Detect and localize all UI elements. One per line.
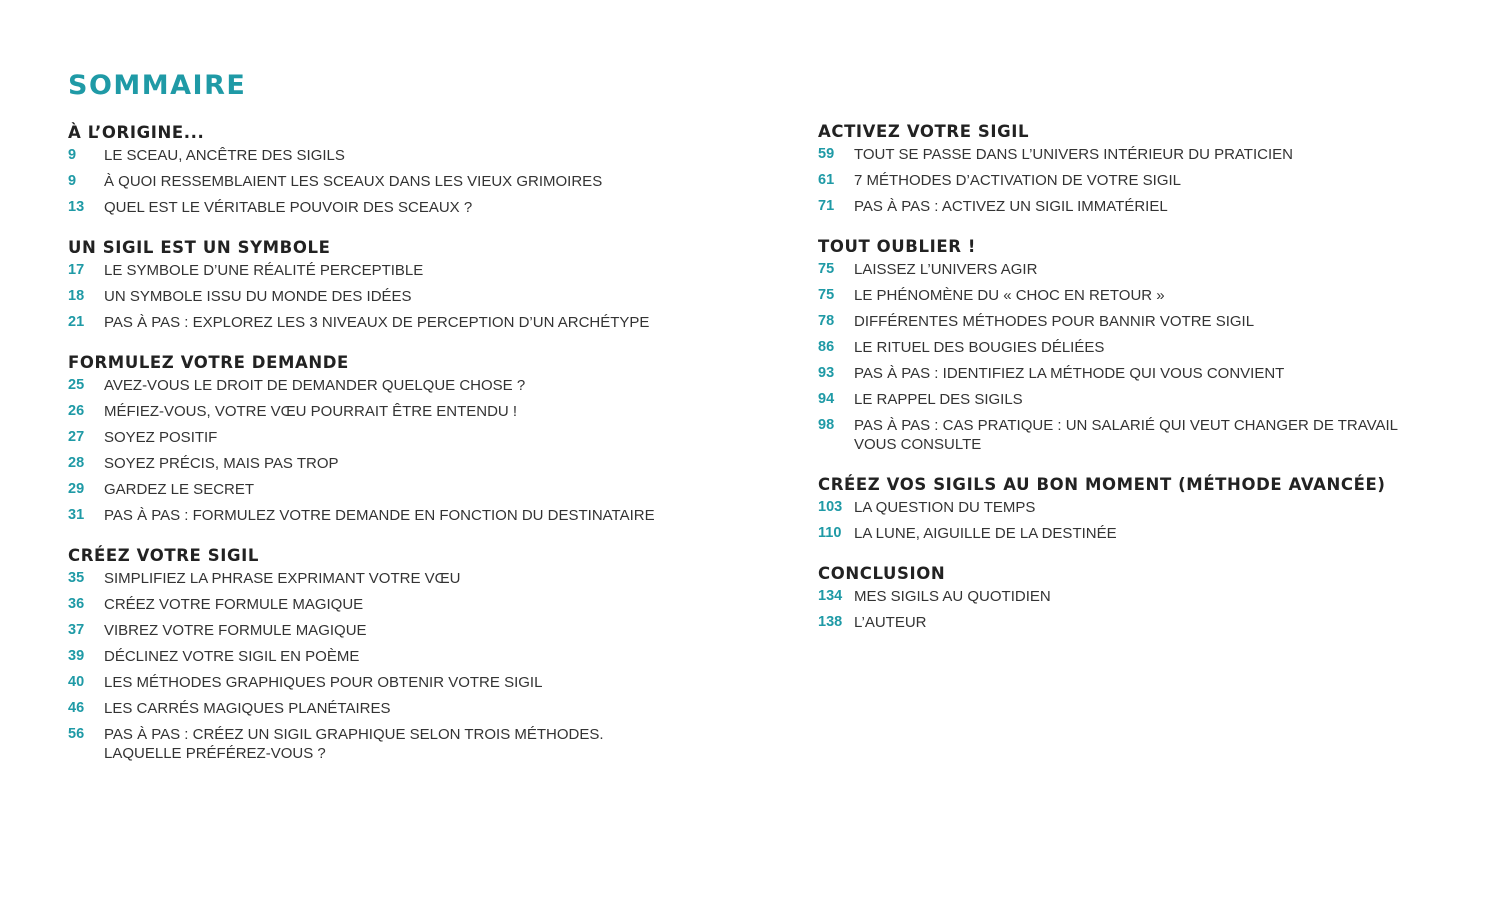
entry-title: À QUOI RESSEMBLAIENT LES SCEAUX DANS LES VIEUX GRIMOIRES [104, 173, 603, 190]
toc-entry[interactable] [818, 613, 1458, 632]
page-number: 39 [68, 648, 85, 664]
entry-title: PAS À PAS : ACTIVEZ UN SIGIL IMMATÉRIEL [854, 198, 1168, 215]
entry-title: L’AUTEUR [854, 614, 927, 631]
page-number: 40 [68, 674, 85, 690]
page-number: 71 [818, 198, 835, 214]
toc-section-tout-oublier [818, 236, 1458, 454]
entry-title: PAS À PAS : EXPLOREZ LES 3 NIVEAUX DE PERCEPTION D’UN ARCHÉTYPE [104, 314, 650, 331]
page-number: 9 [68, 173, 77, 189]
toc-entry[interactable] [68, 480, 748, 499]
toc-entry[interactable] [818, 338, 1458, 357]
entry-title: LE PHÉNOMÈNE DU « CHOC EN RETOUR » [854, 287, 1165, 304]
page-number: 98 [818, 417, 835, 433]
entry-title: VIBREZ VOTRE FORMULE MAGIQUE [104, 622, 367, 639]
page-number: 134 [818, 588, 843, 604]
page-number: 26 [68, 403, 85, 419]
toc-entry[interactable] [68, 313, 748, 332]
toc-right-column [818, 121, 1458, 652]
page-number: 9 [68, 147, 77, 163]
page-number: 110 [818, 525, 842, 541]
entry-title: LE SCEAU, ANCÊTRE DES SIGILS [104, 147, 345, 164]
page-number: 36 [68, 596, 85, 612]
entry-title: LE RAPPEL DES SIGILS [854, 391, 1023, 408]
entry-title: TOUT SE PASSE DANS L’UNIVERS INTÉRIEUR DU PRATICIEN [854, 146, 1293, 163]
toc-entry[interactable] [68, 287, 748, 306]
entry-title: PAS À PAS : CAS PRATIQUE : UN SALARIÉ QUI VEUT CHANGER DE TRAVAIL VOUS CONSULTE [854, 417, 1399, 453]
page-number: 103 [818, 499, 843, 515]
page-number: 61 [818, 172, 835, 188]
entry-title: PAS À PAS : CRÉEZ UN SIGIL GRAPHIQUE SELON TROIS MÉTHODES. LAQUELLE PRÉFÉREZ-VOUS ? [104, 726, 604, 762]
toc-entry[interactable] [818, 197, 1458, 216]
section-heading: CRÉEZ VOTRE SIGIL [68, 546, 259, 565]
page-number: 75 [818, 261, 835, 277]
toc-section-a-l-origine [68, 122, 748, 217]
toc-entry[interactable] [68, 261, 748, 280]
page-number: 18 [68, 288, 85, 304]
toc-section-conclusion [818, 563, 1458, 632]
toc-entry[interactable] [818, 286, 1458, 305]
page-number: 29 [68, 481, 85, 497]
toc-entry[interactable] [68, 725, 748, 763]
entry-title: 7 MÉTHODES D’ACTIVATION DE VOTRE SIGIL [854, 172, 1181, 189]
toc-entry[interactable] [818, 145, 1458, 164]
page-number: 37 [68, 622, 85, 638]
entry-title: DIFFÉRENTES MÉTHODES POUR BANNIR VOTRE SIGIL [854, 313, 1255, 330]
page-number: 94 [818, 391, 835, 407]
toc-entry[interactable] [818, 364, 1458, 383]
toc-section-creez-vos-sigils-au-bon-moment-methode-avancee [818, 474, 1458, 543]
page-number: 17 [68, 262, 85, 278]
entry-title: LAISSEZ L’UNIVERS AGIR [854, 261, 1038, 278]
entry-title: CRÉEZ VOTRE FORMULE MAGIQUE [104, 596, 364, 613]
entry-title: MES SIGILS AU QUOTIDIEN [854, 588, 1051, 605]
entry-title: SOYEZ POSITIF [104, 429, 218, 446]
entry-title: QUEL EST LE VÉRITABLE POUVOIR DES SCEAUX ? [104, 199, 473, 216]
toc-entry[interactable] [68, 172, 748, 191]
page-number: 78 [818, 313, 835, 329]
toc-section-un-sigil-est-un-symbole [68, 237, 748, 332]
toc-entry[interactable] [68, 376, 748, 395]
page-number: 35 [68, 570, 85, 586]
entry-title: LA LUNE, AIGUILLE DE LA DESTINÉE [854, 525, 1117, 542]
section-heading: À L’ORIGINE... [68, 123, 205, 142]
page-number: 138 [818, 614, 843, 630]
toc-entry[interactable] [68, 621, 748, 640]
page-number: 46 [68, 700, 85, 716]
toc-entry[interactable] [68, 428, 748, 447]
entry-title: LA QUESTION DU TEMPS [854, 499, 1036, 516]
entry-title: SOYEZ PRÉCIS, MAIS PAS TROP [104, 455, 339, 472]
toc-entry[interactable] [68, 146, 748, 165]
page-number: 25 [68, 377, 85, 393]
page-number: 31 [68, 507, 85, 523]
page-number: 56 [68, 726, 85, 742]
toc-entry[interactable] [818, 390, 1458, 409]
toc-section-creez-votre-sigil [68, 545, 748, 763]
toc-entry[interactable] [68, 647, 748, 666]
toc-entry[interactable] [68, 699, 748, 718]
section-heading: CONCLUSION [818, 564, 946, 583]
toc-entry[interactable] [818, 312, 1458, 331]
entry-title: AVEZ-VOUS LE DROIT DE DEMANDER QUELQUE CHOSE ? [104, 377, 526, 394]
entry-title: LES MÉTHODES GRAPHIQUES POUR OBTENIR VOTRE SIGIL [104, 674, 543, 691]
entry-title: SIMPLIFIEZ LA PHRASE EXPRIMANT VOTRE VŒU [104, 570, 461, 587]
page-number: 59 [818, 146, 835, 162]
page-number: 75 [818, 287, 835, 303]
toc-entry[interactable] [68, 595, 748, 614]
section-heading: ACTIVEZ VOTRE SIGIL [818, 122, 1030, 141]
page-number: 13 [68, 199, 85, 215]
toc-entry[interactable] [818, 171, 1458, 190]
toc-entry[interactable] [68, 198, 748, 217]
page-number: 93 [818, 365, 835, 381]
toc-left-column [68, 122, 748, 783]
entry-title: UN SYMBOLE ISSU DU MONDE DES IDÉES [104, 288, 412, 305]
section-heading: UN SIGIL EST UN SYMBOLE [68, 238, 331, 257]
page-number: 21 [68, 314, 85, 330]
toc-entry[interactable] [818, 416, 1458, 454]
entry-title: PAS À PAS : IDENTIFIEZ LA MÉTHODE QUI VOUS CONVIENT [854, 365, 1285, 382]
page-title: SOMMAIRE [68, 70, 247, 101]
entry-title: PAS À PAS : FORMULEZ VOTRE DEMANDE EN FONCTION DU DESTINATAIRE [104, 507, 655, 524]
toc-entry[interactable] [68, 454, 748, 473]
toc-entry[interactable] [68, 506, 748, 525]
section-heading: FORMULEZ VOTRE DEMANDE [68, 353, 349, 372]
page-number: 27 [68, 429, 85, 445]
toc-entry[interactable] [818, 498, 1458, 517]
toc-section-formulez-votre-demande [68, 352, 748, 525]
entry-title: MÉFIEZ-VOUS, VOTRE VŒU POURRAIT ÊTRE ENTENDU ! [104, 403, 518, 420]
toc-entry[interactable] [818, 260, 1458, 279]
toc-entry[interactable] [818, 587, 1458, 606]
section-heading: TOUT OUBLIER ! [818, 237, 976, 256]
toc-section-activez-votre-sigil [818, 121, 1458, 216]
page-number: 28 [68, 455, 85, 471]
toc-entry[interactable] [68, 569, 748, 588]
toc-entry[interactable] [68, 673, 748, 692]
page-number: 86 [818, 339, 835, 355]
entry-title: LE SYMBOLE D’UNE RÉALITÉ PERCEPTIBLE [104, 262, 424, 279]
toc-entry[interactable] [818, 524, 1458, 543]
entry-title: LE RITUEL DES BOUGIES DÉLIÉES [854, 339, 1105, 356]
entry-title: GARDEZ LE SECRET [104, 481, 255, 498]
entry-title: LES CARRÉS MAGIQUES PLANÉTAIRES [104, 700, 391, 717]
toc-entry[interactable] [68, 402, 748, 421]
section-heading: CRÉEZ VOS SIGILS AU BON MOMENT (MÉTHODE AVANCÉE) [818, 475, 1386, 494]
entry-title: DÉCLINEZ VOTRE SIGIL EN POÈME [104, 648, 360, 665]
